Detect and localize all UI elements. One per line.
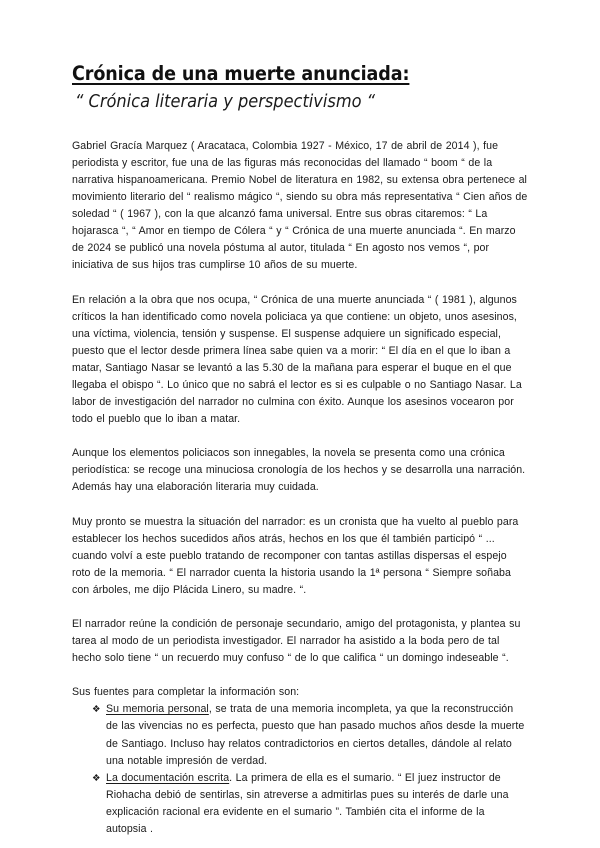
page-subtitle: “ Crónica literaria y perspectivismo “ [75,91,376,113]
diamond-bullet-icon: ❖ [92,772,101,784]
source-term: La documentación escrita [106,771,230,784]
page-title: Crónica de una muerte anunciada: [72,62,410,85]
list-item [92,770,528,838]
paragraph-author-bio: Gabriel Gracía Marquez ( Aracataca, Colombia 1927 - México, 17 de abril de 2014 ), fue periodista y escritor, fue una de las figuras más reconocidas del llamado “ boom “ de la narrativa hispanoamericana. Premio Nobel de literatura en 1982, su extensa obra pertenece al movimiento literario del “ realismo mágico “, siendo su obra más representativa “ Cien años de soledad “ ( 1967 ), con la que alcanzó fama universal. Entre sus obras citaremos: “ La hojarasca “, “ Amor en tiempo de Cólera “ y “ Crónica de una muerte anunciada “. En marzo de 2024 se publicó una novela póstuma al autor, titulada “ En agosto nos vemos “, por iniciativa de sus hijos tras cumplirse 10 años de su muerte. [72,139,528,272]
sources-list [72,701,528,838]
paragraph-narrator-situation: Muy pronto se muestra la situación del narrador: es un cronista que ha vuelto al pueblo para establecer los hechos sucedidos años atrás, hechos en los que él también participó “ ... cuando volví a este pueblo tratando de recomponer con tantas astillas dispersas el espejo roto de la memoria. “ El narrador cuenta la historia usando la 1ª persona “ Siempre soñaba con árboles, me dijo Plácida Linero, su madre. “. [72,515,519,596]
sources-lead-in: Sus fuentes para completar la información son: [72,686,300,699]
paragraph-police-novel: En relación a la obra que nos ocupa, “ Crónica de una muerte anunciada “ ( 1981 ), algunos críticos la han identificado como novela policiaca ya que contiene: un objeto, unos asesinos, una víctima, violencia, tensión y suspense. El suspense adquiere un significado especial, puesto que el lector desde primera línea sabe quien va a morir: “ El día en el que lo iban a matar, Santiago Nasar se levantó a las 5.30 de la mañana para esperar el buque en el que llegaba el obispo “. Lo único que no sabrá el lector es si es culpable o no Santiago Nasar. La labor de investigación del narrador no culmina con éxito. Aunque los asesinos vocearon por todo el pueblo que lo iban a matar. [72,293,522,426]
source-description: , se trata de una memoria incompleta, ya que la reconstrucción de las vivencias no es perfecta, puesto que han pasado muchos años desde la muerte de Santiago. Incluso hay relatos contradictorios en ciertos detalles, dándole al relato una notable impresión de verdad. [106,703,525,767]
list-item [92,701,528,769]
diamond-bullet-icon: ❖ [92,704,101,716]
source-description: . La primera de ella es el sumario. “ El juez instructor de Riohacha debió de sentirlas, sin atreverse a admitirlas pues su interés de darle una explicación racional era evidente en el sumario ”. También cita el informe de la autopsia . [106,771,509,836]
source-term: Su memoria personal [106,703,209,716]
paragraph-chronicle-style: Aunque los elementos policiacos son innegables, la novela se presenta como una crónica periodística: se recoge una minuciosa cronología de los hechos y se desarrolla una narración. Además hay una elaboración literaria muy cuidada. [72,447,526,494]
paragraph-narrator-role: El narrador reúne la condición de personaje secundario, amigo del protagonista, y plantea su tarea al modo de un periodista investigador. El narrador ha asistido a la boda pero de tal hecho solo tiene “ un recuerdo muy confuso “ de lo que califica “ un domingo indeseable “. [72,618,521,665]
